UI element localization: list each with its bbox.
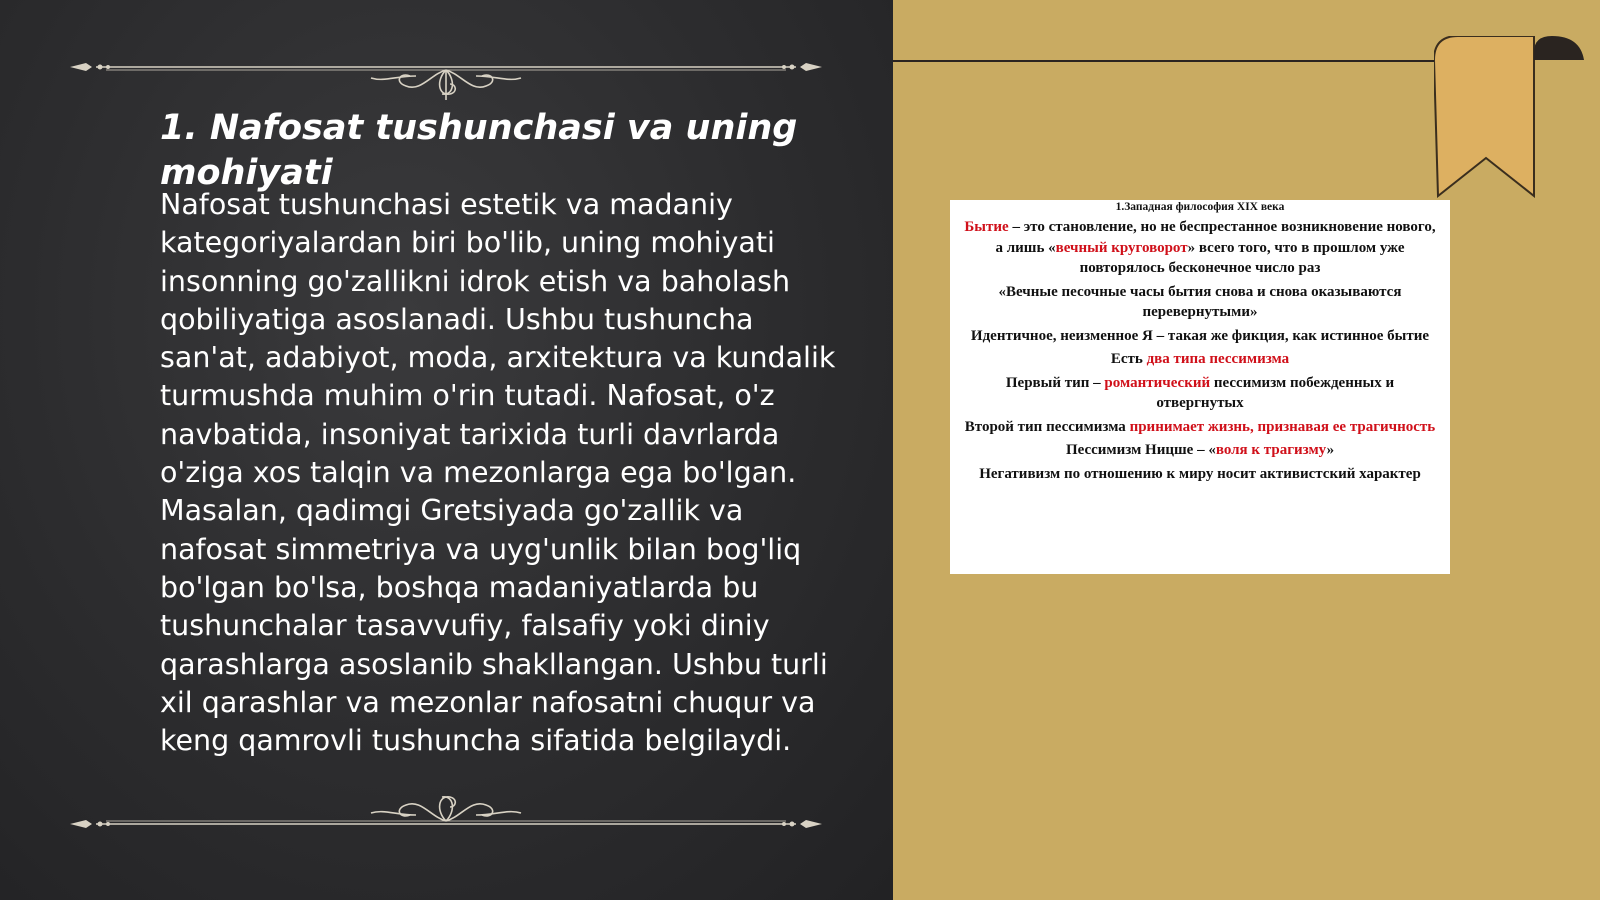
- bottom-ornament-divider: [66, 785, 826, 845]
- doc-red-term: принимает жизнь, признавая ее трагичность: [1129, 418, 1436, 435]
- doc-paragraph-4: [964, 349, 1436, 370]
- doc-paragraph-2: «Вечные песочные часы бытия снова и снова оказываются перевернутыми»: [998, 283, 1402, 320]
- doc-text: Есть: [1110, 351, 1147, 367]
- doc-text: »: [1326, 442, 1335, 458]
- slide-title: 1. Nafosat tushunchasi va uning mohiyati: [160, 108, 798, 193]
- doc-paragraph-5: [964, 373, 1436, 414]
- top-ornament-divider: [66, 40, 826, 100]
- document-image-card: [950, 200, 1450, 574]
- doc-red-term: Бытие: [964, 219, 1009, 235]
- doc-heading: 1.Западная философия XIX века: [1115, 201, 1285, 213]
- doc-paragraph-7: [964, 440, 1436, 461]
- doc-text: Второй тип пессимизма: [964, 418, 1130, 435]
- doc-red-term: два типа пессимизма: [1146, 351, 1290, 367]
- doc-text: » всего того, что в прошлом уже повторялось бесконечное число раз: [1079, 239, 1405, 276]
- doc-red-term: вечный круговорот: [1055, 239, 1188, 256]
- doc-paragraph-3: Идентичное, неизменное Я – такая же фикция, как истинное бытие: [970, 327, 1430, 344]
- doc-paragraph-6: [964, 417, 1436, 438]
- doc-text: – это становление, но не беспрестанное возникновение нового, а лишь «: [995, 219, 1436, 256]
- doc-text: пессимизм побежденных и отвергнутых: [1156, 374, 1395, 411]
- top-rule-line: [893, 60, 1438, 62]
- doc-red-term: романтический: [1104, 374, 1211, 391]
- doc-text: Первый тип –: [1005, 374, 1105, 391]
- doc-text: Пессимизм Ницше – «: [1065, 442, 1216, 458]
- doc-paragraph-8: Негативизм по отношению к миру носит активистский характер: [979, 465, 1421, 482]
- doc-red-term: воля к трагизму: [1215, 442, 1327, 458]
- slide-body-text: Nafosat tushunchasi estetik va madaniy kategoriyalardan biri bo'lib, uning mohiyati insonning go'zallikni idrok etish va baholash qobiliyatiga asoslanadi. Ushbu tushuncha san'at, adabiyot, moda, arxitektura va kundalik turmushda muhim o'rin tutadi. Nafosat, o'z navbatida, insoniyat tarixida turli davrlarda o'ziga xos talqin va mezonlarga ega bo'lgan. Masalan, qadimgi Gretsiyada go'zallik va nafosat simmetriya va uyg'unlik bilan bog'liq bo'lgan bo'lsa, boshqa madaniyatlarda bu tushunchalar tasavvufiy, falsafiy yoki diniy qarashlarga asoslanib shakllangan. Ushbu turli xil qarashlar va mezonlar nafosatni chuqur va keng qamrovli tushuncha sifatida belgilaydi.: [160, 188, 836, 758]
- bookmark-ribbon-icon: [1434, 36, 1584, 198]
- doc-paragraph-1: [964, 217, 1436, 279]
